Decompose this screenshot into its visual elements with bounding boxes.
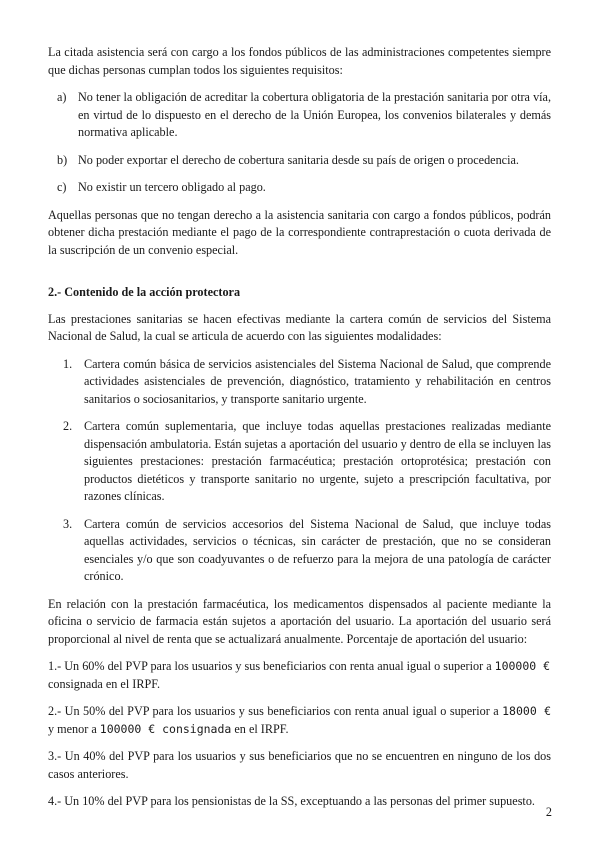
requirement-item-c bbox=[57, 179, 551, 197]
intro-paragraph: La citada asistencia será con cargo a los fondos públicos de las administraciones competentes siempre que dichas personas cumplan todos los siguientes requisitos: bbox=[48, 45, 551, 77]
requirement-text: No poder exportar el derecho de cobertura sanitaria desde su país de origen o procedencia. bbox=[78, 152, 519, 167]
modality-item-2 bbox=[63, 418, 551, 506]
requirement-text: No existir un tercero obligado al pago. bbox=[78, 180, 266, 194]
contribution-3: 3.- Un 40% del PVP para los usuarios y sus beneficiarios que no se encuentren en ninguno de los dos casos anteriores. bbox=[48, 749, 551, 781]
requirement-marker: c) bbox=[57, 180, 67, 194]
contribution-2-mid: y menor a bbox=[48, 721, 100, 736]
section-intro-paragraph: Las prestaciones sanitarias se hacen efectivas mediante la cartera común de servicios del Sistema Nacional de Salud, la cual se articula de acuerdo con las siguientes modalidades: bbox=[48, 311, 551, 343]
contribution-1 bbox=[48, 658, 551, 693]
modality-marker: 1. bbox=[63, 356, 73, 371]
modality-text: Cartera común básica de servicios asistenciales del Sistema Nacional de Salud, que comprende actividades asistenciales de prevención, diagnóstico, tratamiento y rehabilitación en centros sanitarios o sociosanitarios, y transporte sanitario urgente. bbox=[84, 356, 551, 406]
requirement-item-b bbox=[57, 152, 551, 170]
section-heading: 2.- Contenido de la acción protectora bbox=[48, 285, 241, 299]
modality-item-1 bbox=[63, 356, 551, 409]
document-page bbox=[48, 44, 551, 811]
requirement-text: No tener la obligación de acreditar la cobertura obligatoria de la prestación sanitaria por otra vía, en virtud de lo dispuesto en el derecho de la Unión Europea, los convenios bilaterales y demás normativa aplicable. bbox=[78, 90, 551, 139]
modality-marker: 3. bbox=[63, 516, 73, 531]
contribution-1-text: 1.- Un 60% del PVP para los usuarios y sus beneficiarios con renta anual igual o superior a bbox=[48, 659, 495, 673]
requirement-marker: b) bbox=[57, 152, 68, 167]
closing-paragraph: Aquellas personas que no tengan derecho a la asistencia sanitaria con cargo a fondos públicos, podrán obtener dicha prestación mediante el pago de la correspondiente contraprestación o cuota derivada de la suscripción de un convenio especial. bbox=[48, 207, 551, 257]
contribution-1-amount: 100000 € bbox=[494, 659, 551, 673]
contribution-2-tail: en el IRPF. bbox=[231, 721, 289, 736]
modality-text: Cartera común de servicios accesorios del Sistema Nacional de Salud, que incluye todas aquellas actividades, servicios o técnicas, sin carácter de prestación, que no se consideran esenciales y/o que son coadyuvantes o de refuerzo para la mejora de una patología de carácter crónico. bbox=[84, 516, 551, 583]
contribution-2-amount: 18000 € bbox=[502, 704, 552, 718]
requirement-item-a bbox=[57, 89, 551, 142]
contribution-2 bbox=[48, 703, 551, 738]
contribution-2-amount2: 100000 € consignada bbox=[99, 721, 232, 736]
contribution-2-text: 2.- Un 50% del PVP para los usuarios y sus beneficiarios con renta anual igual o superior a bbox=[48, 704, 503, 718]
contribution-1-tail: consignada en el IRPF. bbox=[48, 676, 161, 691]
modality-item-3 bbox=[63, 516, 551, 586]
page-number: 2 bbox=[545, 805, 552, 819]
requirement-marker: a) bbox=[57, 90, 67, 104]
pharma-paragraph: En relación con la prestación farmacéutica, los medicamentos dispensados al paciente mediante la oficina o servicio de farmacia están sujetos a aportación del usuario. La aportación del usuario será proporcional al nivel de renta que se actualizará anualmente. Porcentaje de aportación del usuario: bbox=[48, 596, 551, 646]
modality-marker: 2. bbox=[63, 419, 73, 433]
contribution-4: 4.- Un 10% del PVP para los pensionistas de la SS, exceptuando a las personas del primer supuesto. bbox=[48, 794, 535, 808]
modality-text: Cartera común suplementaria, que incluye todas aquellas prestaciones realizadas mediante dispensación ambulatoria. Están sujetas a aportación del usuario y dentro de ella se incluyen las siguientes prestaciones: prestación farmacéutica; prestación ortoprotésica; prestación con productos dietéticos y transporte sanitario no urgente, sujeto a prescripción facultativa, por razones clínicas. bbox=[84, 419, 551, 503]
